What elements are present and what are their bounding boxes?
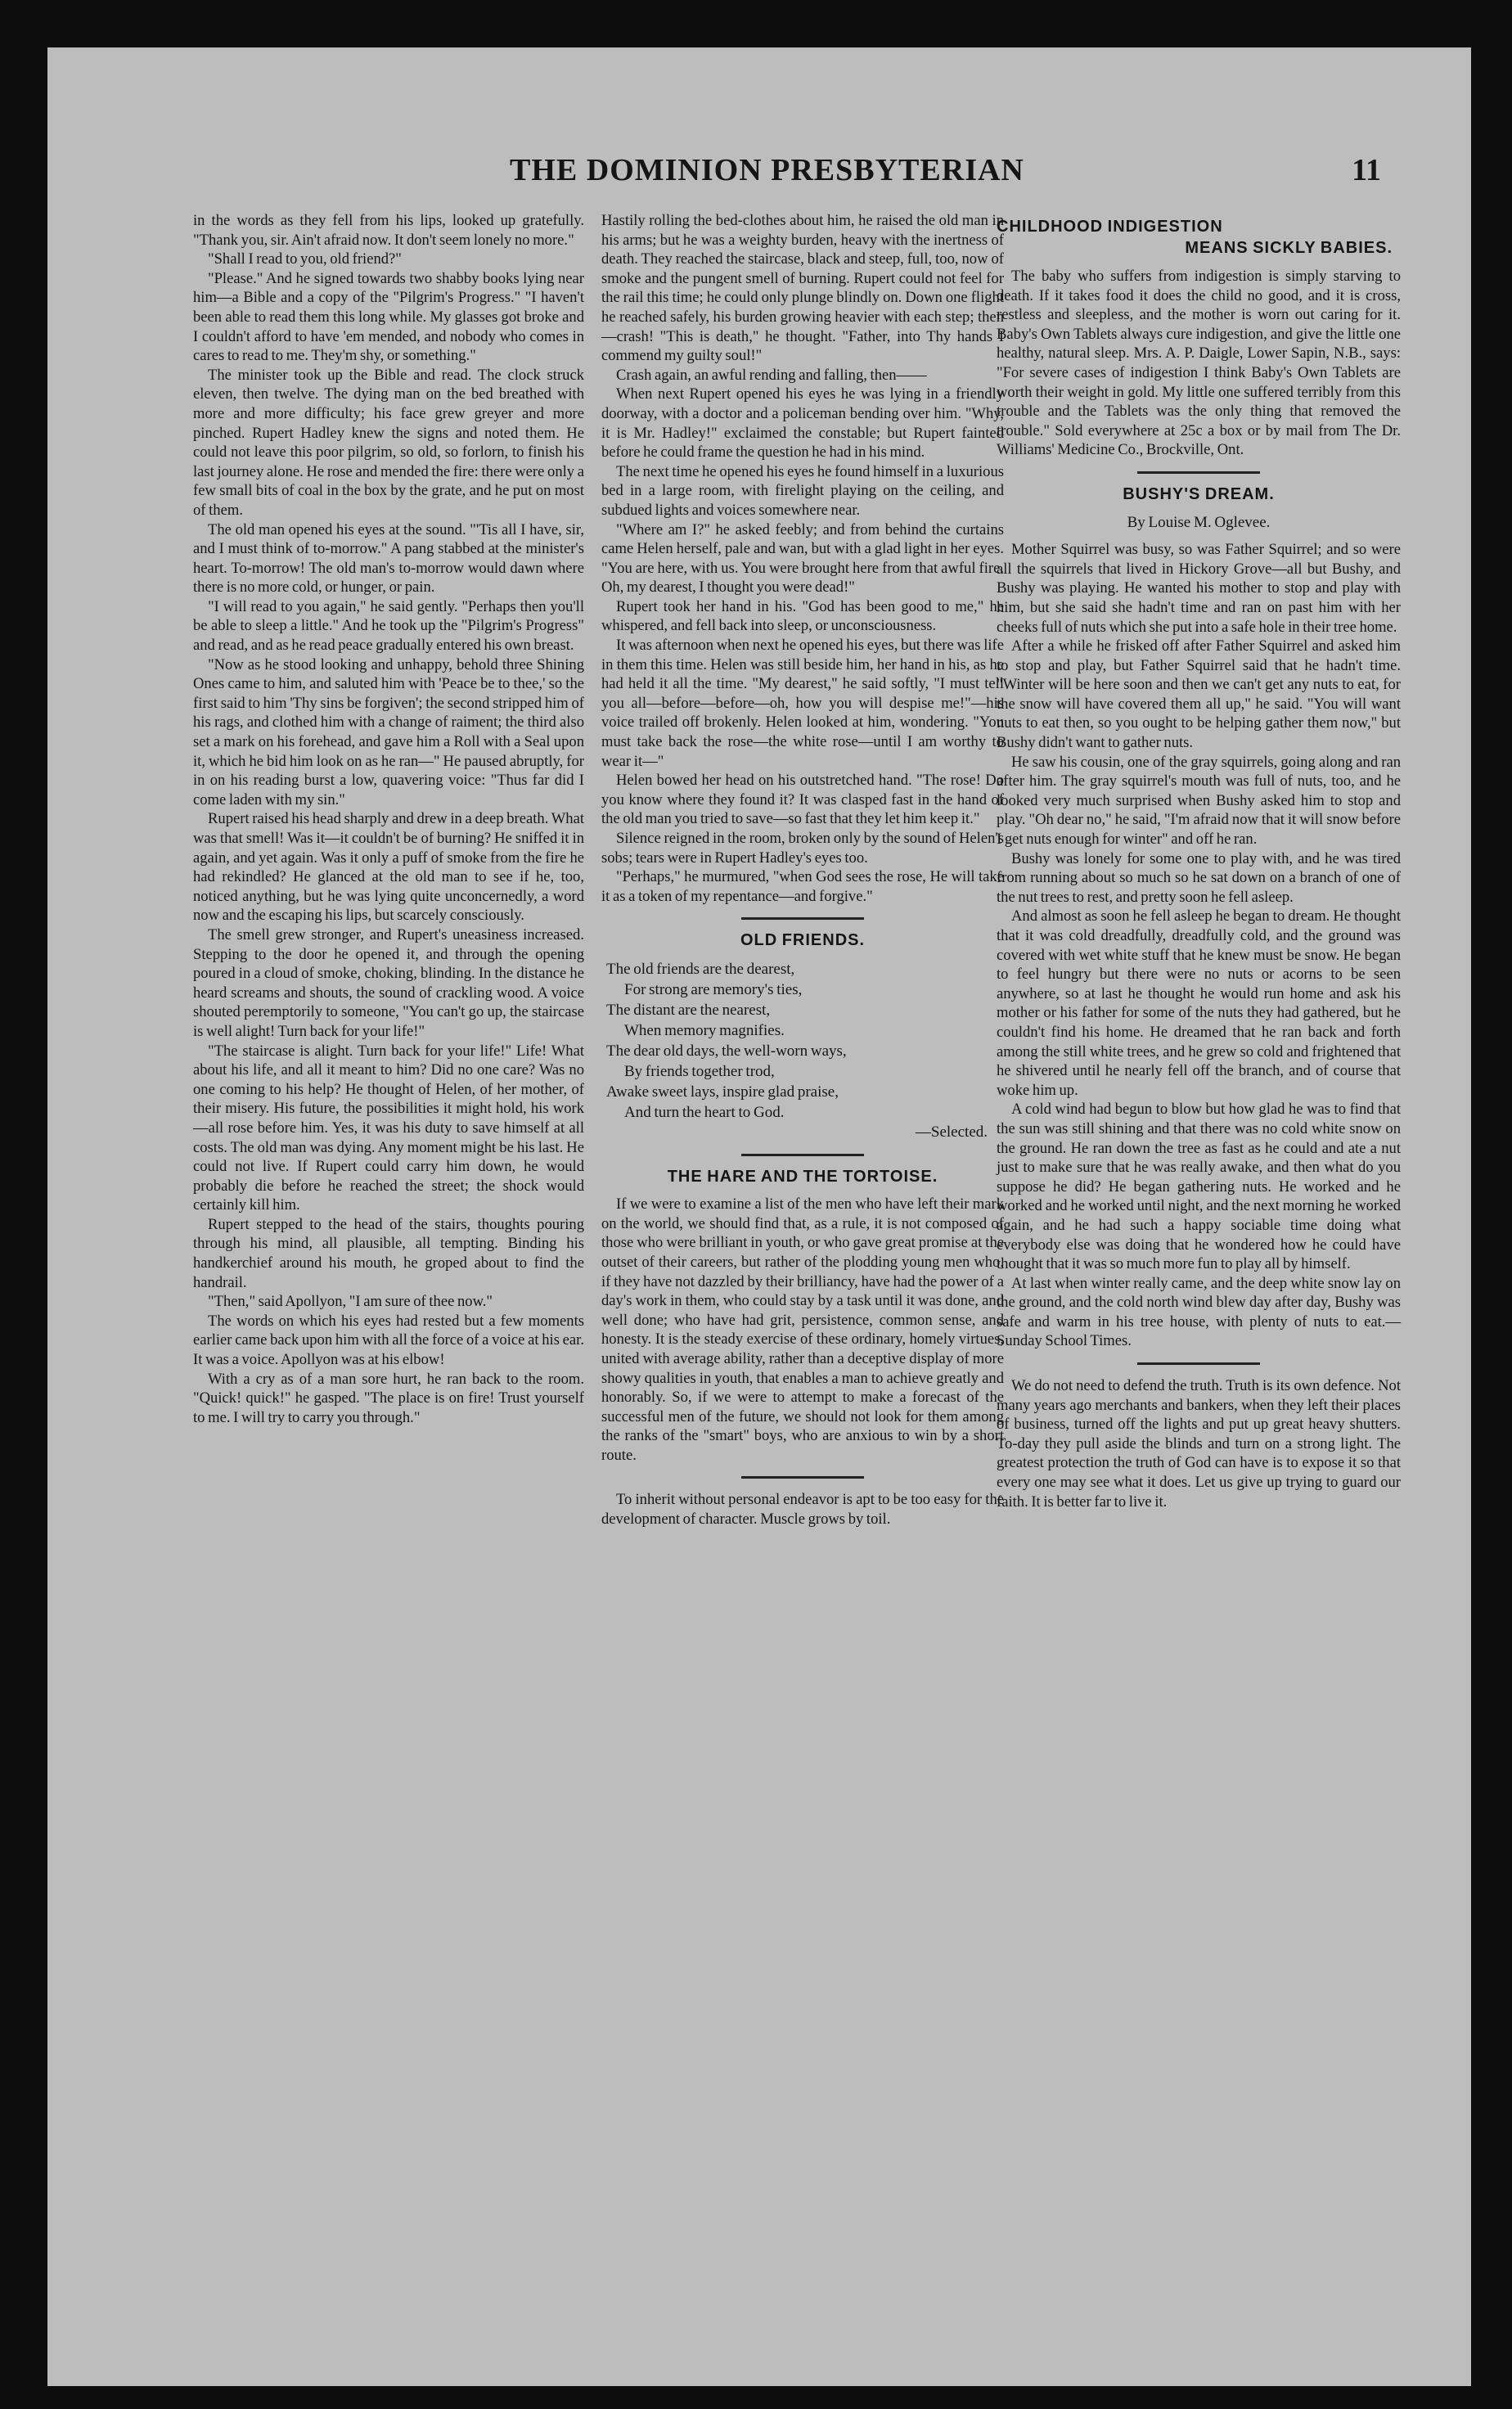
truth-paragraph: We do not need to defend the truth. Truth is its own defence. Not many years ago merchants and bankers, when they left their places of business, turned off the lights and put up great heavy shutters. To-day they pull aside the blinds and turn on a strong light. The greatest protection the truth of God can have is to expose it so that every one may see what it does. Let us give up trying to guard our faith. It is better far to live it. xyxy=(997,1377,1401,1511)
page-header xyxy=(47,152,1471,201)
section-divider xyxy=(1137,471,1260,474)
poem-signature: —Selected. xyxy=(915,1123,988,1141)
paragraph: "Where am I?" he asked feebly; and from behind the curtains came Helen herself, pale and wan, but with a glad light in her eyes. "You are here, with us. You were brought here from that awful fire. Oh, my dearest, I thought you were dead!" xyxy=(601,520,1004,597)
headline-line-1: CHILDHOOD INDIGESTION xyxy=(997,218,1223,236)
section-divider xyxy=(741,1154,864,1156)
paragraph: It was afternoon when next he opened his eyes, but there was life in them this time. Helen was still beside him, her hand in his, as he had held it all the time. "My dearest," he said softly, "I must tell you all—before—before—oh, how you will despise me!"—his voice trailed off brokenly. Helen looked at him, wondering. "You must take back the rose—the white rose—until I am worthy to wear it—" xyxy=(601,637,1004,770)
poem-line: The dear old days, the well-worn ways, xyxy=(606,1042,847,1060)
hare-tortoise-headline: THE HARE AND THE TORTOISE. xyxy=(667,1167,938,1186)
paragraph: The smell grew stronger, and Rupert's uneasiness increased. Stepping to the door he opened it, and through the opening poured in a cloud of smoke, choking, blinding. In the distance he heard screams and shouts, the sound of crackling wood. A voice shouted peremptorily to someone, "You can't go up, the staircase is well alight! Turn back for your life!" xyxy=(193,925,584,1040)
poem-line: The distant are the nearest, xyxy=(606,1001,771,1019)
paragraph: "Shall I read to you, old friend?" xyxy=(208,250,402,268)
paragraph: Bushy was lonely for some one to play with, and he was tired from running about so much so he sat down on a branch of one of the nut trees to rest, and pretty soon he fell asleep. xyxy=(997,849,1401,906)
paragraph: He saw his cousin, one of the gray squirrels, going along and ran after him. The gray squirrel's mouth was full of nuts, too, and he looked very much surprised when Bushy asked him to stop and play. "Oh dear no," he said, "I'm afraid now that it will snow before I get nuts enough for winter" and off he ran. xyxy=(997,753,1401,849)
indigestion-headline xyxy=(997,216,1401,259)
paragraph: in the words as they fell from his lips, looked up gratefully. "Thank you, sir. Ain't afraid now. It don't seem lonely no more." xyxy=(193,212,584,249)
paragraph: When next Rupert opened his eyes he was lying in a friendly doorway, with a doctor and a policeman bending over him. "Why, it is Mr. Hadley!" exclaimed the constable; but Rupert fainted before he could frame the question he had in his mind. xyxy=(601,385,1004,462)
paragraph: Crash again, an awful rending and falling, then—— xyxy=(616,366,927,384)
paragraph: Rupert stepped to the head of the stairs, thoughts pouring through his mind, all plausible, all tempting. Binding his handkerchief around his mouth, he groped about to find the handrail. xyxy=(193,1215,584,1291)
column-2 xyxy=(601,211,1004,1529)
advertisement-text: The baby who suffers from indigestion is simply starving to death. If it takes food it does the child no good, and it is cross, restless and sleepless, and the mother is worn out caring for it. Baby's Own Tablets always cure indigestion, and give the little one healthy, natural sleep. Mrs. A. P. Daigle, Lower Sapin, N.B., says: "For severe cases of indigestion I think Baby's Own Tablets are worth their weight in gold. My little one suffered terribly from this trouble and the Tablets was the only thing that removed the trouble." Sold everywhere at 25c a box or by mail from The Dr. Williams' Medicine Co., Brockville, Ont. xyxy=(997,268,1401,459)
paragraph: And almost as soon he fell asleep he began to dream. He thought that it was cold dreadfully, dreadfully cold, and the ground was covered with wet white stuff that he knew must be snow. He began to feel hungry but there were no nuts or acorns to be seen anywhere, so at last he thought he would run home and ask his mother or his father for some of the nuts they had gathered, but he couldn't find his home. He dreamed that he ran back and forth among the still white trees, and he grew so cold and frightened that he shivered until he nearly fell off the branch, and of course that woke him up. xyxy=(997,907,1401,1099)
byline: By Louise M. Oglevee. xyxy=(1127,513,1271,531)
paragraph: The old man opened his eyes at the sound. "'Tis all I have, sir, and I must think of to-morrow." A pang stabbed at the minister's heart. To-morrow! The old man's to-morrow would dawn where there is no more cold, or hunger, or pain. xyxy=(193,520,584,597)
paragraph: A cold wind had begun to blow but how glad he was to find that the sun was still shining and that there was no cold white snow on the ground. He ran down the tree as fast as he could and ate a nut just to make sure that he was really awake, and then what do you suppose he did? He began gathering nuts. He worked and he worked and he worked until night, and the next morning he worked again, and he had such a happy sociable time doing what everybody else was doing that he wondered how he could have thought that it was so much more fun to play all by himself. xyxy=(997,1101,1401,1273)
paragraph: At last when winter really came, and the deep white snow lay on the ground, and the cold north wind blew day after day, Bushy was safe and warm in his tree house, with plenty of nuts to eat.—Sunday School Times. xyxy=(997,1274,1401,1350)
column-1 xyxy=(193,211,584,1427)
headline-line-2: MEANS SICKLY BABIES. xyxy=(1185,239,1393,257)
paragraph: Rupert raised his head sharply and drew in a deep breath. What was that smell! Was it—it couldn't be of burning? He sniffed it in again, and yet again. Was it only a puff of smoke from the fire he had rekindled? He glanced at the old man to see if he, too, noticed anything, but he was lying quite unconcernedly, a word now and the escaping his lips, but scarcely consciously. xyxy=(193,810,584,925)
paragraph: Helen bowed her head on his outstretched hand. "The rose! Do you know where they found it? It was clasped fast in the hand of the old man you tried to save—so fast that they let him keep it." xyxy=(601,772,1004,828)
section-divider xyxy=(1137,1362,1260,1365)
paragraph: Mother Squirrel was busy, so was Father Squirrel; and so were all the squirrels that lived in Hickory Grove—all but Bushy, and Bushy was playing. He wanted his mother to stop and play with him, but she said she hadn't time and ran on past him with her cheeks full of nuts which she put into a safe hole in their tree home. xyxy=(997,541,1401,636)
paragraph: "I will read to you again," he said gently. "Perhaps then you'll be able to sleep a little." And he took up the "Pilgrim's Progress" and read, and as he read peace gradually entered his own breast. xyxy=(193,597,584,655)
masthead-title: THE DOMINION PRESBYTERIAN xyxy=(510,153,1024,187)
newspaper-page xyxy=(47,47,1471,2386)
paragraph: Silence reigned in the room, broken only by the sound of Helen's sobs; tears were in Rupert Hadley's eyes too. xyxy=(601,830,1004,867)
paragraph: The words on which his eyes had rested but a few moments earlier came back upon him with all the force of a voice at his ear. It was a voice. Apollyon was at his elbow! xyxy=(193,1312,584,1369)
paragraph: The minister took up the Bible and read. The clock struck eleven, then twelve. The dying man on the bed breathed with more and more difficulty; his face grew greyer and more pinched. Rupert Hadley knew the signs and noted them. He could not leave this poor pilgrim, so old, so forlorn, to finish his last journey alone. He rose and mended the fire: there were only a few small bits of coal in the box by the grate, and he put on most of them. xyxy=(193,366,584,519)
column-3 xyxy=(997,211,1401,1511)
paragraph: "Please." And he signed towards two shabby books lying near him—a Bible and a copy of the "Pilgrim's Progress." "I haven't been able to read them this long while. My glasses got broke and I couldn't afford to have 'em mended, and nobody who comes in cares to read to me. They'm shy, or something." xyxy=(193,269,584,365)
paragraph: If we were to examine a list of the men who have left their mark on the world, we should find that, as a rule, it is not composed of those who were brilliant in youth, or who gave great promise at the outset of their careers, but rather of the plodding young men who, if they have not dazzled by their brilliancy, have had the power of a day's work in them, who could stay by a task until it was done, and well done; who have had grit, persistence, common sense, and honesty. It is the steady exercise of these ordinary, homely virtues, united with average ability, rather than a deceptive display of more showy qualities in youth, that enables a man to achieve greatly and honorably. So, if we were to attempt to make a forecast of the successful men of the future, we should not look for them among the ranks of the "smart" boys, who are anxious to win by a short route. xyxy=(601,1195,1004,1464)
paragraph: After a while he frisked off after Father Squirrel and asked him to stop and play, but Father Squirrel said that he hadn't time. "Winter will be here soon and then we can't get any nuts to eat, for the snow will have covered them all up," he said. "You will want nuts to eat then, so you ought to be helping gather them now," but Bushy didn't want to gather nuts. xyxy=(997,637,1401,752)
section-divider xyxy=(741,917,864,920)
paragraph: "Perhaps," he murmured, "when God sees the rose, He will take it as a token of my repentance—and forgive." xyxy=(601,868,1004,905)
old-friends-headline: OLD FRIENDS. xyxy=(740,931,866,950)
paragraph: Rupert took her hand in his. "God has been good to me," he whispered, and fell back into sleep, or unconsciousness. xyxy=(601,597,1004,635)
poem-line: And turn the heart to God. xyxy=(624,1103,785,1121)
bushy-dream-headline: BUSHY'S DREAM. xyxy=(1123,484,1275,503)
page-number: 11 xyxy=(1352,153,1381,187)
poem-line: Awake sweet lays, inspire glad praise, xyxy=(606,1083,839,1101)
paragraph: Hastily rolling the bed-clothes about him, he raised the old man in his arms; but he was a weighty burden, heavy with the inertness of death. They reached the staircase, black and steep, full, too, now of smoke and the pungent smell of burning. Rupert could not feel for the rail this time; he could only plunge blindly on. Down one flight he reached safely, his burden growing heavier with each step; then—crash! "This is death," he thought. "Father, into Thy hands I commend my guilty soul!" xyxy=(601,212,1004,365)
poem-line: For strong are memory's ties, xyxy=(624,980,803,998)
closing-paragraph: To inherit without personal endeavor is apt to be too easy for the development of character. Muscle grows by toil. xyxy=(601,1491,1004,1529)
paragraph: The next time he opened his eyes he found himself in a luxurious bed in a large room, with firelight playing on the ceiling, and subdued lights and voices somewhere near. xyxy=(601,462,1004,519)
paragraph: With a cry as of a man sore hurt, he ran back to the room. "Quick! quick!" he gasped. "The place is on fire! Trust yourself to me. I will try to carry you through." xyxy=(193,1370,584,1426)
paragraph: "The staircase is alight. Turn back for your life!" Life! What about his life, and all it meant to him? Did no one care? Was no one coming to his help? He thought of Helen, of her mother, of their misery. His future, the possibilities it might hold, his work—all rose before him. Yes, it was his duty to save himself at all costs. The old man was dying. Any moment might be his last. He could not live. If Rupert could carry him down, he would probably die before he reached the street; the shock would certainly kill him. xyxy=(193,1042,584,1214)
poem-line: By friends together trod, xyxy=(624,1062,775,1080)
poem-line: When memory magnifies. xyxy=(624,1021,785,1039)
paragraph: "Now as he stood looking and unhappy, behold three Shining Ones came to him, and saluted him with 'Peace be to thee,' so the first said to him 'Thy sins be forgiven'; the second stripped him of his rags, and clothed him with a change of raiment; the third also set a mark on his forehead, and gave him a Roll with a Seal upon it, which he bid him look on as he ran—" He paused abruptly, for in on his reading burst a low, quavering voice: "Thus far did I come laden with my sin." xyxy=(193,655,584,808)
poem-line: The old friends are the dearest, xyxy=(606,960,795,978)
paragraph: "Then," said Apollyon, "I am sure of thee now." xyxy=(208,1293,493,1311)
old-friends-poem xyxy=(606,959,1004,1123)
section-divider xyxy=(741,1476,864,1479)
